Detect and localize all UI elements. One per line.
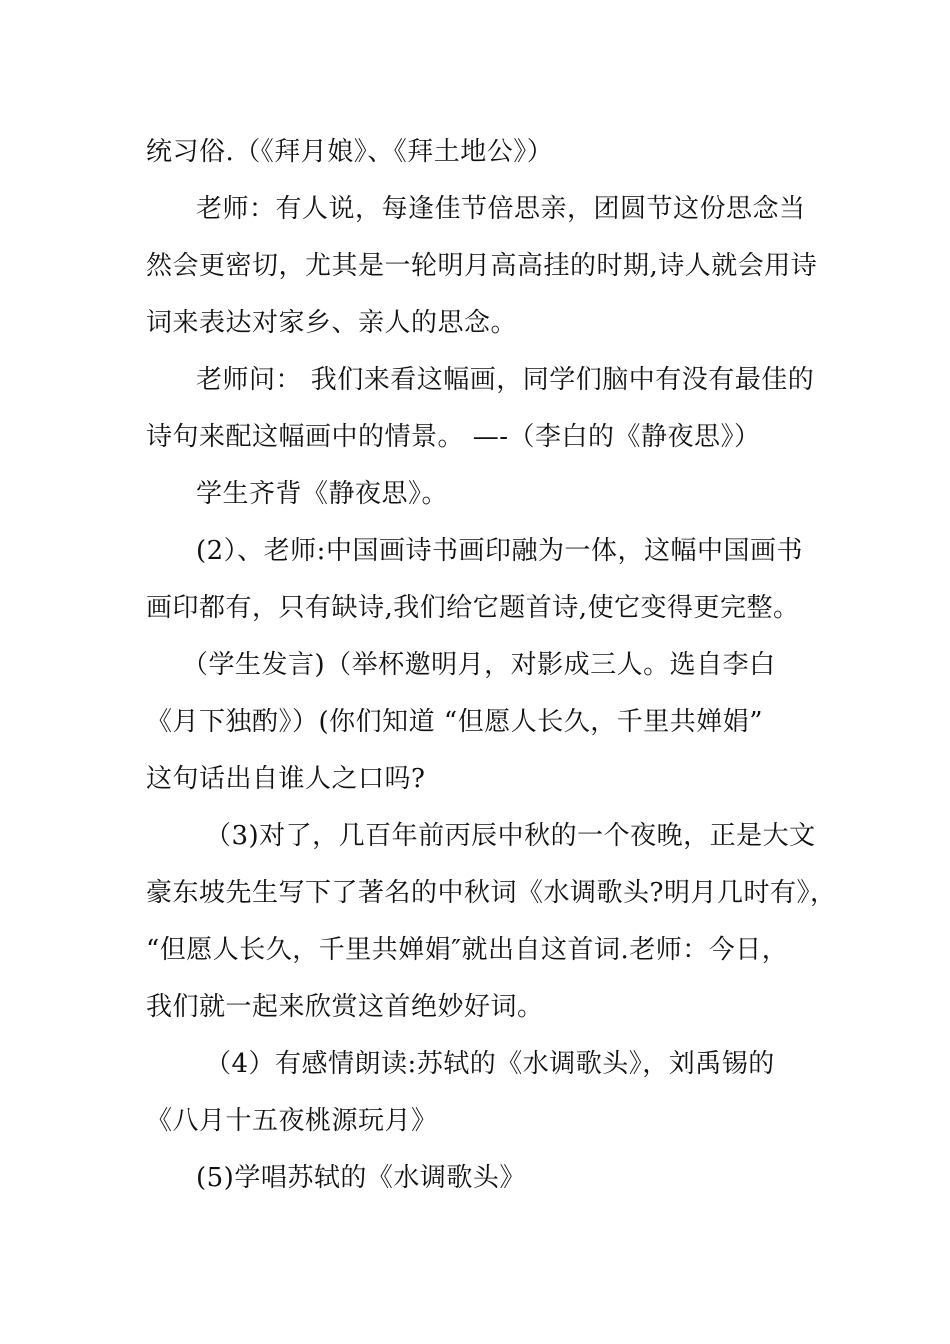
text-line-19: (5)学唱苏轼的《水调歌头》	[196, 1163, 526, 1193]
text-line-16: 我们就一起来欣赏这首绝妙好词。	[146, 992, 544, 1022]
text-line-10: （学生发言)（举杯邀明月，对影成三人。选自李白	[182, 650, 776, 680]
text-line-17: （4）有感情朗读:苏轼的《水调歌头》，刘禹锡的	[205, 1049, 775, 1079]
text-line-7: 学生齐背《静夜思》。	[196, 479, 449, 509]
text-line-12: 这句话出自谁人之口吗?	[146, 764, 426, 794]
text-line-3: 然会更密切，尤其是一轮明月高高挂的时期,诗人就会用诗	[146, 251, 818, 281]
text-line-11: 《月下独酌》）(你们知道 “但愿人长久，千里共婵娟”	[146, 707, 763, 737]
text-line-4: 词来表达对家乡、亲人的思念。	[146, 308, 518, 338]
text-line-18: 《八月十五夜桃源玩月》	[146, 1106, 438, 1136]
text-line-8: (2）、老师:中国画诗书画印融为一体，这幅中国画书	[196, 536, 803, 566]
text-line-6: 诗句来配这幅画中的情景。 —-（李白的《静夜思》）	[146, 422, 761, 452]
text-line-9: 画印都有，只有缺诗,我们给它题首诗,使它变得更完整。	[146, 593, 800, 623]
text-line-14: 豪东坡先生写下了著名的中秋词《水调歌头?明月几时有》，	[146, 878, 837, 908]
text-line-1: 统习俗.（《拜月娘》、《拜土地公》）	[146, 137, 554, 167]
text-line-5: 老师问： 我们来看这幅画，同学们脑中有没有最佳的	[196, 365, 815, 395]
text-line-15: “但愿人长久，千里共婵娟″就出自这首词.老师：今日，	[146, 935, 789, 965]
text-line-13: （3)对了，几百年前丙辰中秋的一个夜晚，正是大文	[205, 821, 816, 851]
text-line-2: 老师：有人说，每逢佳节倍思亲，团圆节这份思念当	[196, 194, 806, 224]
